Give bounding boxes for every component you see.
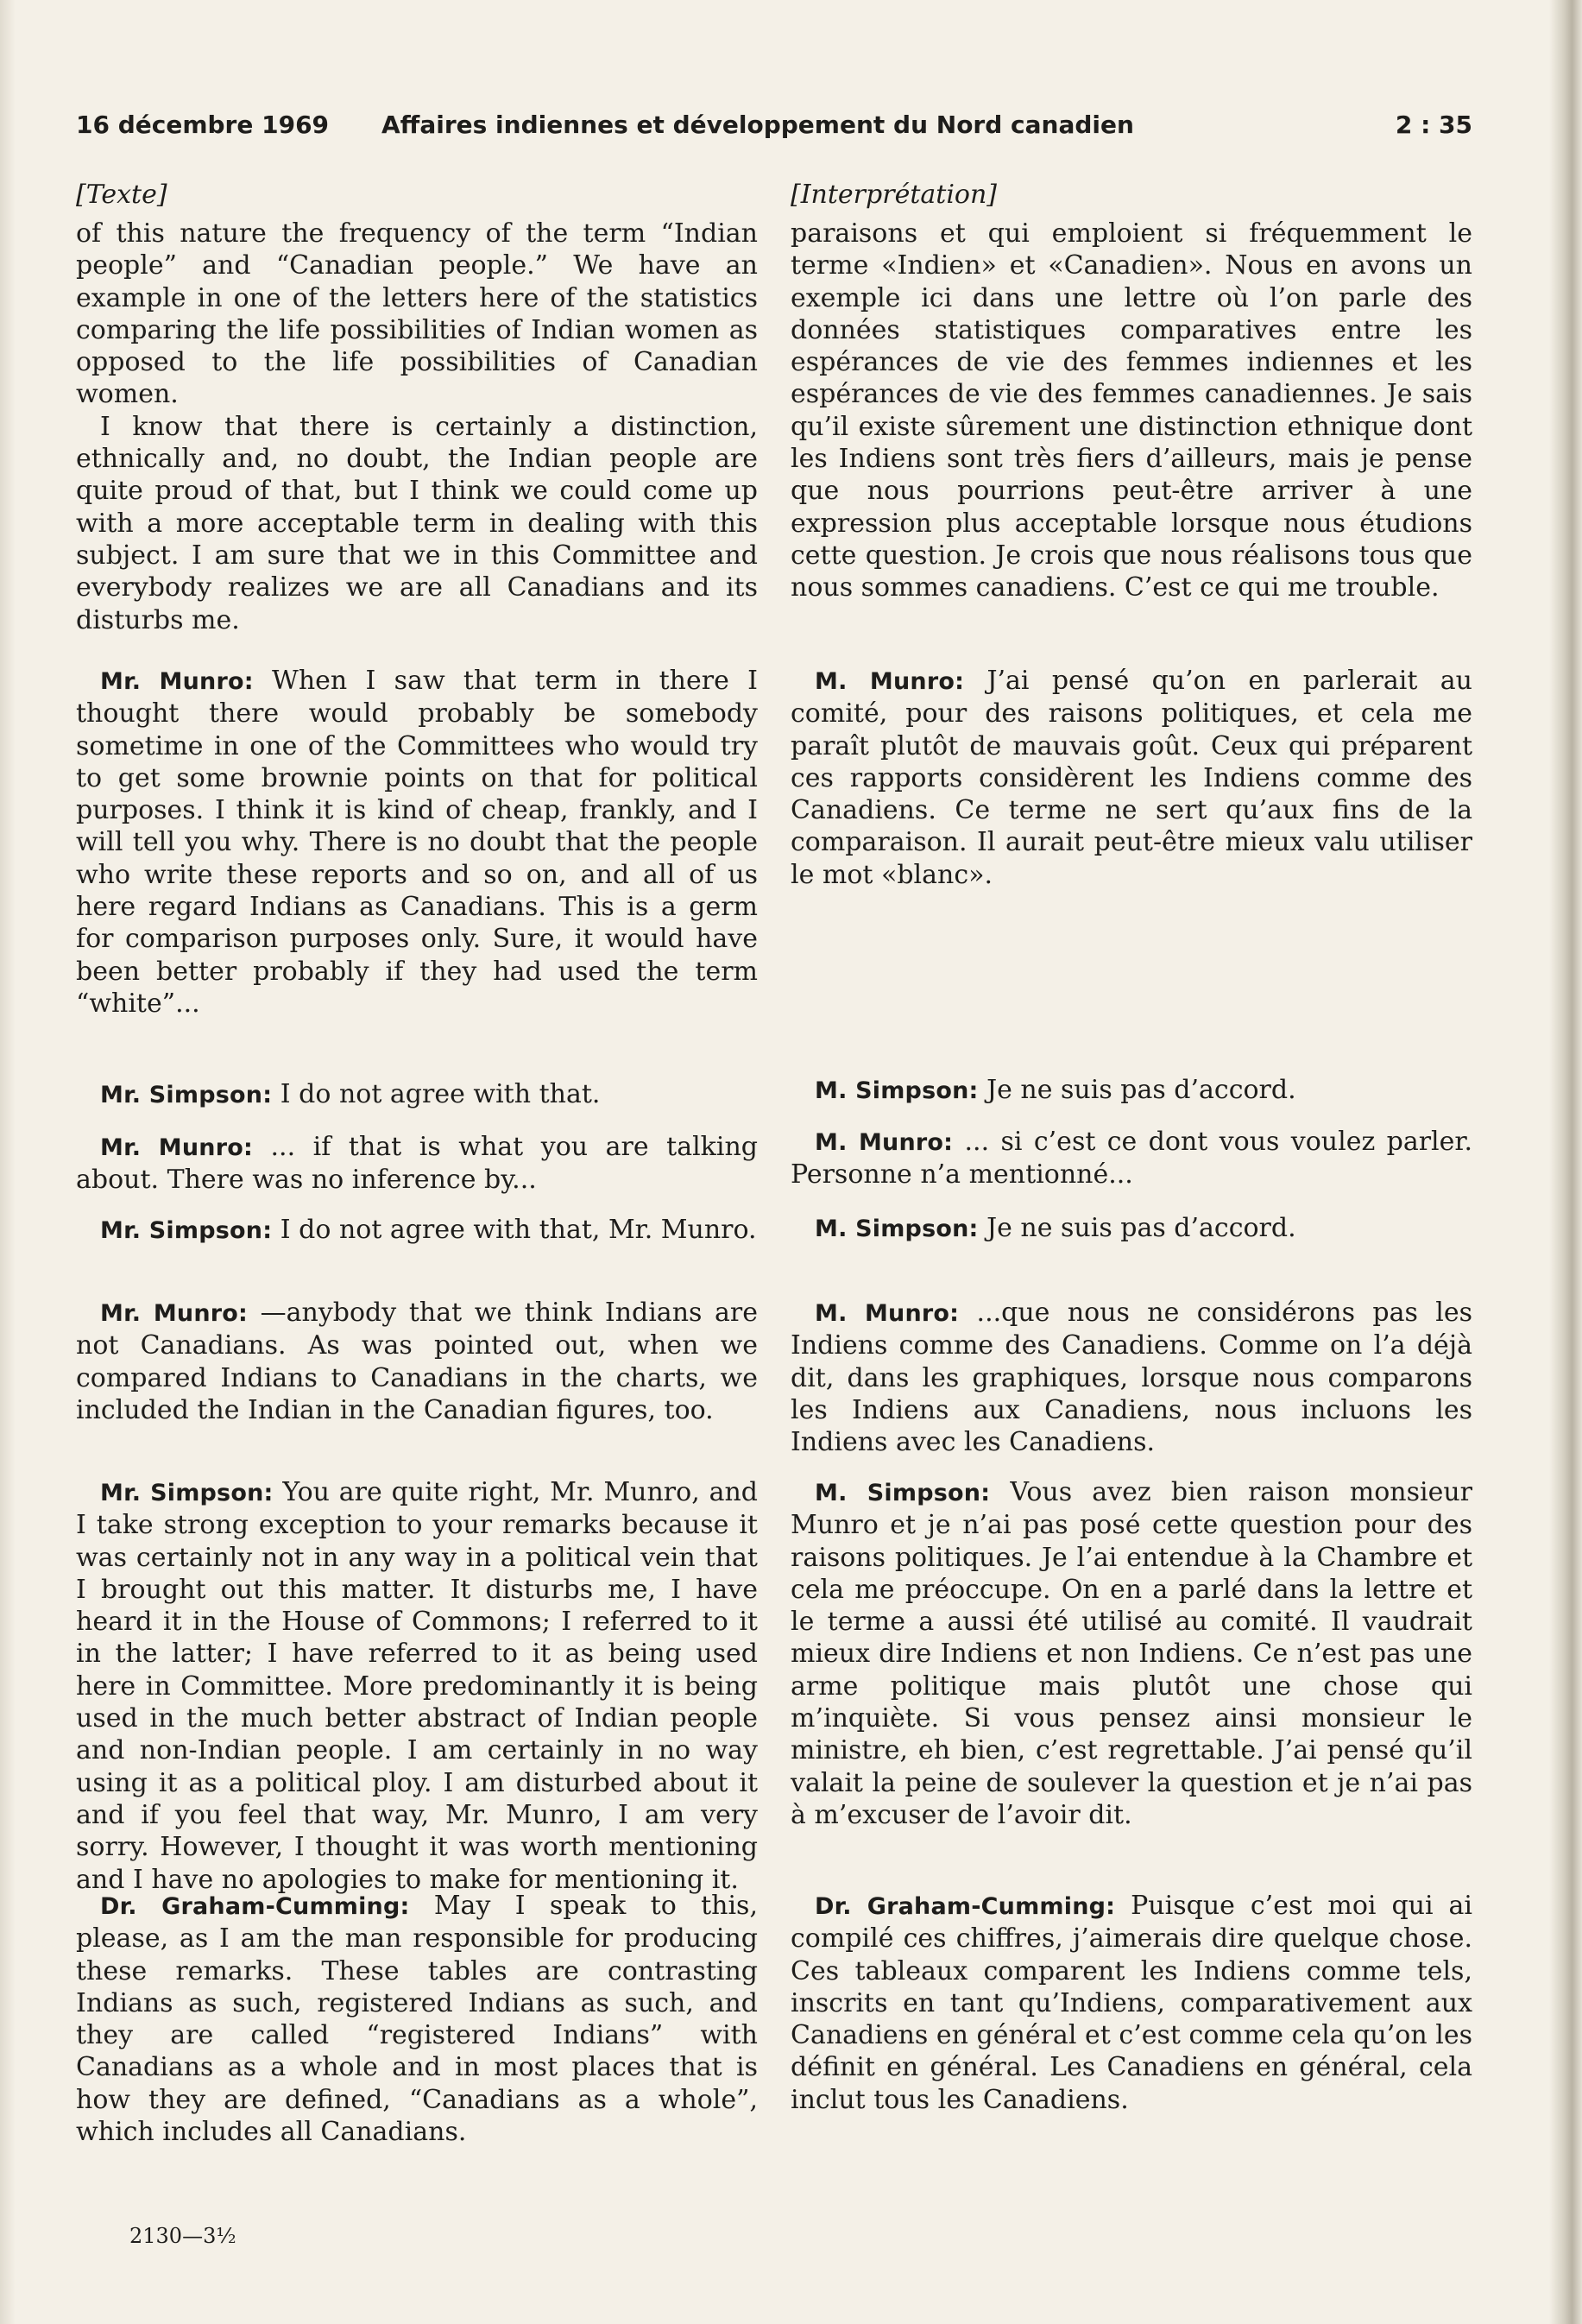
speech-munro — [76, 1297, 758, 1426]
speech-text: ...que nous ne considérons pas les Indiens comme des Canadiens. Comme on l’a déjà dit, dans les graphiques, lorsque nous comparons les Indiens aux Canadiens, nous incluons les Indiens avec les Canadiens. — [791, 1298, 1472, 1458]
paragraph: paraisons et qui emploient si fréquemment le terme «Indien» et «Canadien». Nous en avons un exemple ici dans une lettre où l’on parle des données statistiques comparatives entre les espérances de vie des femmes indiennes et les espérances de vie des femmes canadiennes. Je sais qu’il existe sûrement une distinction ethnique dont les Indiens sont très fiers d’ailleurs, mais je pense que nous pourrions peut-être arriver à une expression plus acceptable lorsque nous étudions cette question. Je crois que nous réalisons tous que nous sommes canadiens. C’est ce qui me trouble. — [791, 218, 1472, 603]
page-binding-edge — [1549, 0, 1582, 2324]
page-left-edge — [0, 0, 16, 2324]
french-column — [791, 176, 1473, 2115]
speech-text: —anybody that we think Indians are not Canadians. As was pointed out, when we compared Indians to Canadians in the charts, we included the Indian in the Canadian figures, too. — [76, 1298, 758, 1425]
speaker-name: M. Simpson: — [815, 1216, 979, 1242]
speaker-name: Dr. Graham-Cumming: — [100, 1893, 410, 1920]
speaker-name: Mr. Simpson: — [100, 1217, 273, 1244]
paragraph: I know that there is certainly a distinction, ethnically and, no doubt, the Indian people are quite proud of that, but I think we could come up with a more acceptable term in dealing with this subject. I am sure that we in this Committee and everybody realizes we are all Canadians and its disturbs me. — [76, 411, 758, 635]
speech-munro — [791, 1126, 1472, 1191]
speaker-name: Mr. Simpson: — [100, 1082, 273, 1108]
paragraph: of this nature the frequency of the term “Indian people” and “Canadian people.” We have an example in one of the letters here of the statistics comparing the life possibilities of Indian women as opposed to the life possibilities of Canadian women. — [76, 218, 758, 410]
speech-munro — [76, 1131, 758, 1197]
page-number: 2 : 35 — [1395, 111, 1472, 139]
speech-simpson — [791, 1212, 1472, 1245]
speech-text: J’ai pensé qu’on en parlerait au comité, pour des raisons politiques, et cela me paraît plutôt de mauvais goût. Ceux qui préparent ces rapports considèrent les Indiens comme des Canadiens. Ce terme ne sert qu’aux fins de la comparaison. Il aurait peut-être mieux valu utiliser le mot «blanc». — [791, 666, 1472, 890]
speaker-name: Mr. Munro: — [100, 1300, 249, 1327]
column-label-interpretation: [Interprétation] — [791, 180, 998, 210]
printer-signature: 2130—3½ — [129, 2224, 236, 2248]
english-column — [76, 176, 758, 2148]
speech-text: Je ne suis pas d’accord. — [986, 1075, 1296, 1105]
speaker-name: Dr. Graham-Cumming: — [815, 1893, 1116, 1920]
speech-text: ... if that is what you are talking about. There was no inference by... — [76, 1132, 758, 1196]
speaker-name: Mr. Simpson: — [100, 1480, 274, 1506]
paragraph-block — [76, 218, 758, 636]
speech-text: I do not agree with that. — [280, 1079, 601, 1109]
speaker-name: M. Simpson: — [815, 1077, 979, 1104]
speaker-name: M. Munro: — [815, 1129, 954, 1156]
speech-simpson — [76, 1476, 758, 1896]
speech-munro — [791, 1297, 1472, 1458]
speech-simpson — [791, 1074, 1472, 1107]
speech-text: When I saw that term in there I thought there would probably be somebody sometime in one of the Committees who would try to get some brownie points on that for political purposes. I think it is kind of cheap, frankly, and I will tell you why. There is no doubt that the people who write these reports and so on, and all of us here regard Indians as Canadians. This is a germ for comparison purposes only. Sure, it would have been better probably if they had used the term “white”... — [76, 666, 758, 1019]
speech-text: ... si c’est ce dont vous voulez parler. Personne n’a mentionné... — [791, 1127, 1472, 1190]
speaker-name: Mr. Munro: — [100, 1134, 253, 1161]
speech-text: You are quite right, Mr. Munro, and I take strong exception to your remarks because it was certainly not in any way in a political vein that I brought out this matter. It disturbs me, I have heard it in the House of Commons; I referred to it in the latter; I have referred to it as being used here in Committee. More predominantly it is being used in the much better abstract of Indian people and non-Indian people. I am certainly in no way using it as a political ploy. I am disturbed about it and if you feel that way, Mr. Munro, I am very sorry. However, I thought it was worth mentioning and I have no apologies to make for mentioning it. — [76, 1477, 758, 1895]
speaker-name: Mr. Munro: — [100, 668, 254, 695]
speech-simpson — [76, 1214, 758, 1247]
paragraph-block — [791, 218, 1472, 604]
speech-munro — [791, 665, 1472, 891]
speaker-name: M. Munro: — [815, 1300, 960, 1327]
speaker-name: M. Simpson: — [815, 1480, 991, 1506]
speech-simpson — [76, 1078, 758, 1111]
speech-text: Je ne suis pas d’accord. — [986, 1213, 1296, 1243]
running-header — [76, 111, 1472, 145]
speech-graham-cumming — [76, 1890, 758, 2148]
speech-text: Puisque c’est moi qui ai compilé ces chiffres, j’aimerais dire quelque chose. Ces tableaux comparent les Indiens comme tels, inscrits en tant qu’Indiens, comparativement aux Canadiens en général et c’est comme cela qu’on les définit en général. Les Canadiens en général, cela inclut tous les Canadiens. — [791, 1891, 1473, 2115]
speech-simpson — [791, 1476, 1472, 1831]
header-date: 16 décembre 1969 — [76, 111, 330, 139]
speech-text: Vous avez bien raison monsieur Munro et je n’ai pas posé cette question pour des raisons politiques. Je l’ai entendue à la Chambre et cela me préoccupe. On en a parlé dans la lettre et le terme a aussi été utilisé au comité. Il vaudrait mieux dire Indiens et non Indiens. Ce n’est pas une arme politique mais plutôt une chose qui m’inquiète. Si vous pensez ainsi monsieur le ministre, eh bien, c’est regrettable. J’ai pensé qu’il valait la peine de soulever la question et je n’ai pas à m’excuser de l’avoir dit. — [791, 1477, 1472, 1830]
column-label-text: [Texte] — [76, 180, 167, 210]
speaker-name: M. Munro: — [815, 668, 965, 695]
speech-text: I do not agree with that, Mr. Munro. — [280, 1215, 757, 1245]
speech-graham-cumming — [791, 1890, 1472, 2116]
speech-text: May I speak to this, please, as I am the man responsible for producing these remarks. These tables are contrasting Indians as such, registered Indians as such, and they are called “registered Indians” with Canadians as a whole and in most places that is how they are defined, “Canadians as a whole”, which includes all Canadians. — [76, 1891, 758, 2148]
speech-munro — [76, 665, 758, 1020]
header-title: Affaires indiennes et développement du Nord canadien — [381, 111, 1134, 139]
